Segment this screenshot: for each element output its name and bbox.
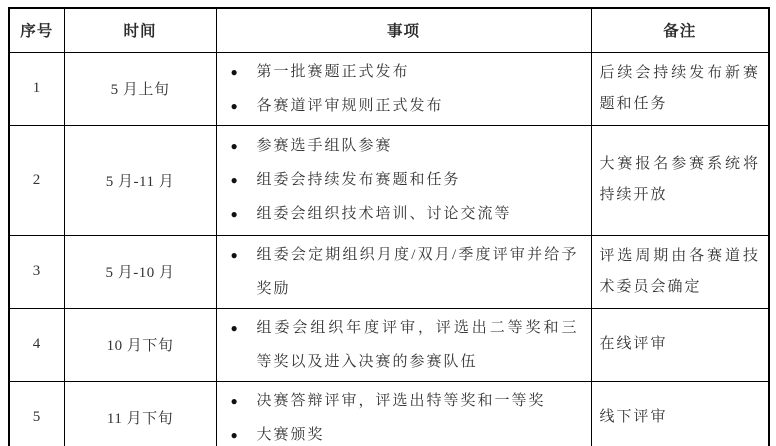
note-text: 线下评审 — [599, 409, 668, 425]
cell-time: 11 月下旬 — [64, 381, 216, 446]
table-row — [9, 235, 769, 308]
cell-items — [216, 125, 591, 235]
list-item — [217, 238, 579, 306]
list-item-text: 组委会组织年度评审，评选出二等奖和三等奖以及进入决赛的参赛队伍 — [256, 319, 579, 370]
table-row — [9, 125, 769, 235]
list-item-text: 参赛选手组队参赛 — [256, 138, 393, 154]
bullet-icon: ● — [230, 320, 238, 335]
cell-note — [591, 52, 769, 125]
cell-serial-number: 4 — [9, 308, 64, 381]
cell-note — [591, 235, 769, 308]
cell-serial-number: 2 — [9, 125, 64, 235]
bullet-icon: ● — [230, 427, 238, 442]
table-row — [9, 308, 769, 381]
cell-note — [591, 125, 769, 235]
cell-items — [216, 52, 591, 125]
cell-items — [216, 308, 591, 381]
bullet-icon: ● — [230, 173, 238, 187]
header-items: 事项 — [216, 8, 591, 52]
header-notes: 备注 — [591, 8, 769, 52]
list-item-text: 决赛答辩评审，评选出特等奖和一等奖 — [256, 392, 546, 409]
cell-time: 5 月上旬 — [64, 52, 216, 125]
note-text: 在线评审 — [599, 336, 668, 352]
cell-items — [216, 235, 591, 308]
header-time: 时间 — [64, 8, 216, 52]
list-item — [217, 55, 579, 89]
cell-note — [591, 381, 769, 446]
schedule-table — [8, 7, 770, 446]
bullet-icon: ● — [230, 64, 238, 79]
list-item-text: 组委会定期组织月度/双月/季度评审并给予奖励 — [256, 246, 579, 297]
list-item-text: 各赛道评审规则正式发布 — [256, 97, 444, 114]
table-row — [9, 381, 769, 446]
note-text: 大赛报名参赛系统将持续开放 — [599, 156, 760, 203]
cell-serial-number: 3 — [9, 235, 64, 308]
list-item — [217, 163, 579, 197]
bullet-icon: ● — [230, 393, 238, 408]
list-item-text: 组委会组织技术培训、讨论交流等 — [256, 206, 512, 222]
cell-time: 5 月-10 月 — [64, 235, 216, 308]
note-text: 评选周期由各赛道技术委员会确定 — [599, 247, 760, 295]
list-item-text: 第一批赛题正式发布 — [256, 63, 410, 80]
cell-time: 10 月下旬 — [64, 308, 216, 381]
list-item — [217, 129, 579, 163]
list-item — [217, 89, 579, 123]
list-item — [217, 311, 579, 379]
list-item — [217, 384, 579, 418]
cell-items — [216, 381, 591, 446]
bullet-icon: ● — [230, 98, 238, 113]
table-row — [9, 52, 769, 125]
list-item-text: 组委会持续发布赛题和任务 — [256, 172, 461, 188]
cell-time: 5 月-11 月 — [64, 125, 216, 235]
list-item — [217, 197, 579, 231]
bullet-icon: ● — [230, 247, 238, 262]
cell-serial-number: 1 — [9, 52, 64, 125]
bullet-icon: ● — [230, 207, 238, 221]
bullet-icon: ● — [230, 139, 238, 153]
cell-note — [591, 308, 769, 381]
note-text: 后续会持续发布新赛题和任务 — [599, 64, 760, 112]
header-serial-number: 序号 — [9, 8, 64, 52]
cell-serial-number: 5 — [9, 381, 64, 446]
list-item-text: 大赛颁奖 — [256, 426, 325, 443]
list-item — [217, 418, 579, 446]
table-header-row — [9, 8, 769, 52]
